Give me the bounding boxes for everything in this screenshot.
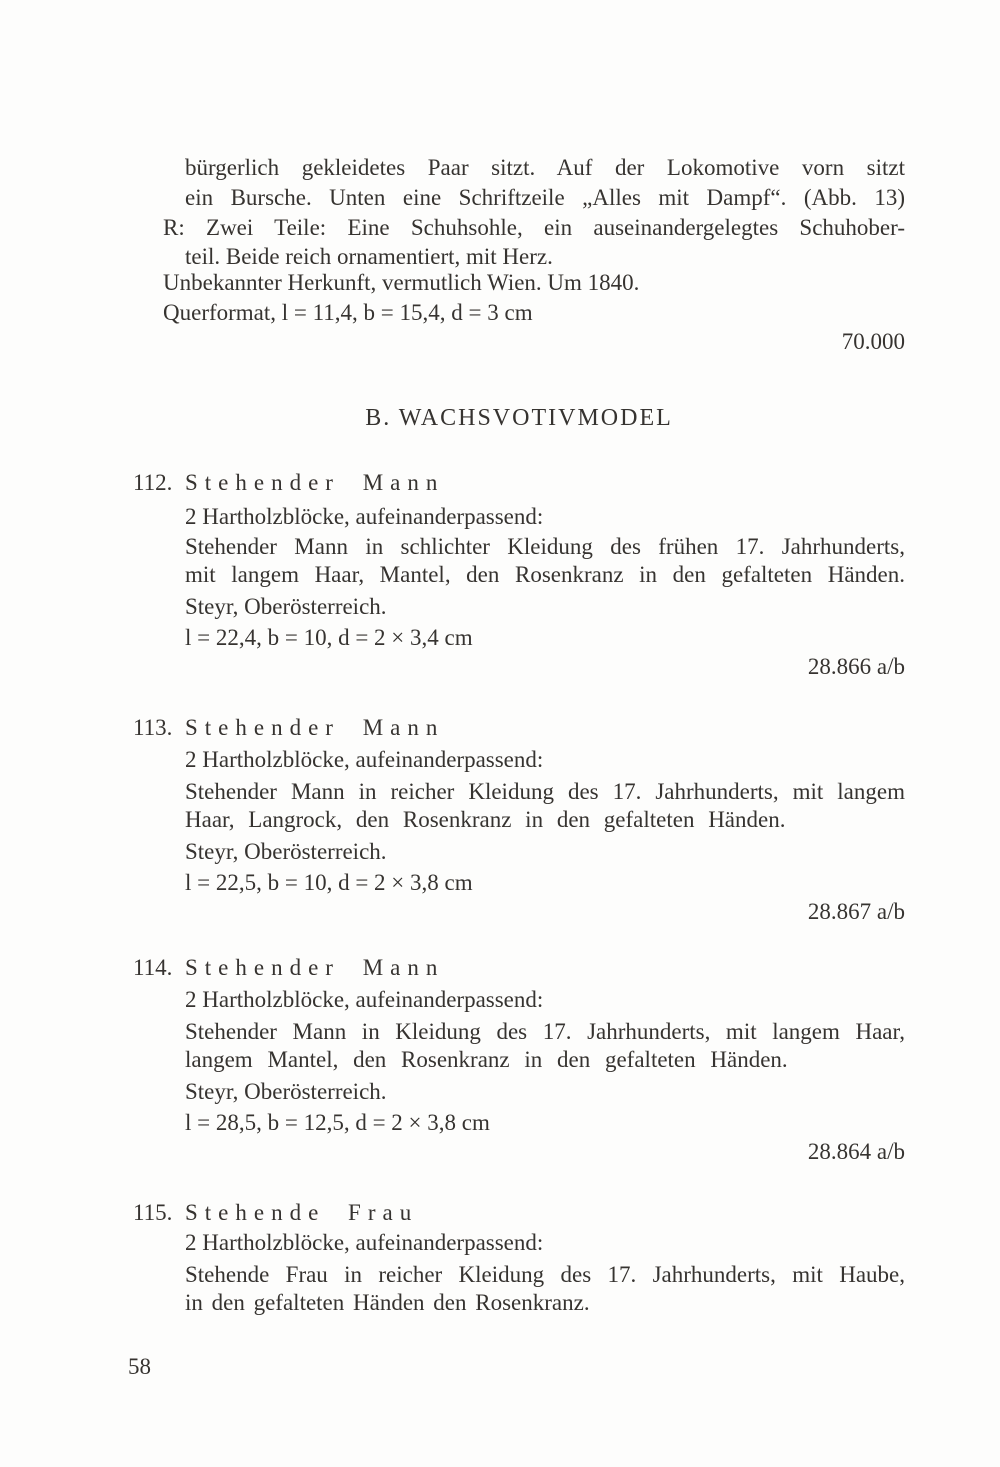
intro-description-line-1: bürgerlich gekleidetes Paar sitzt. Auf der Lokomotive vorn sitzt <box>185 155 905 180</box>
page-number: 58 <box>128 1354 151 1379</box>
entry-location-line: Steyr, Oberösterreich. <box>185 839 387 864</box>
intro-reverse-continuation: teil. Beide reich ornamentiert, mit Herz. <box>185 244 553 269</box>
entry-location-line: Steyr, Oberösterreich. <box>185 594 387 619</box>
entry-description-line-1: Stehender Mann in reicher Kleidung des 17. Jahrhunderts, mit langem <box>185 779 905 804</box>
intro-description-line-2: ein Bursche. Unten eine Schriftzeile „Alles mit Dampf“. (Abb. 13) <box>185 185 905 210</box>
entry-material-line: 2 Hartholzblöcke, aufeinanderpassend: <box>185 747 544 772</box>
entry-title: Stehender Mann <box>185 715 445 740</box>
entry-number: 115. <box>133 1200 173 1225</box>
intro-dimensions-line: Querformat, l = 11,4, b = 15,4, d = 3 cm <box>163 300 533 325</box>
entry-material-line: 2 Hartholzblöcke, aufeinanderpassend: <box>185 1230 544 1255</box>
entry-number: 113. <box>133 715 173 740</box>
entry-113-heading <box>133 713 905 743</box>
entry-114-heading <box>133 953 905 983</box>
entry-location-line: Steyr, Oberösterreich. <box>185 1079 387 1104</box>
entry-description-line-1: Stehende Frau in reicher Kleidung des 17. Jahrhunderts, mit Haube, <box>185 1262 905 1287</box>
section-heading: B. WACHSVOTIVMODEL <box>365 405 673 431</box>
entry-number: 112. <box>133 470 173 495</box>
entry-material-line: 2 Hartholzblöcke, aufeinanderpassend: <box>185 987 544 1012</box>
entry-title: Stehender Mann <box>185 955 445 980</box>
entry-catalog-number: 28.864 a/b <box>807 1139 905 1164</box>
entry-material-line: 2 Hartholzblöcke, aufeinanderpassend: <box>185 504 544 529</box>
entry-description-line-1: Stehender Mann in Kleidung des 17. Jahrhunderts, mit langem Haar, <box>185 1019 905 1044</box>
intro-catalog-number: 70.000 <box>841 329 905 354</box>
entry-number: 114. <box>133 955 173 980</box>
entry-115-heading <box>133 1198 905 1228</box>
entry-catalog-number: 28.866 a/b <box>807 654 905 679</box>
entry-dimensions-line: l = 28,5, b = 12,5, d = 2 × 3,8 cm <box>185 1110 490 1135</box>
entry-dimensions-line: l = 22,5, b = 10, d = 2 × 3,8 cm <box>185 870 473 895</box>
entry-description-line-2: Haar, Langrock, den Rosenkranz in den gefalteten Händen. <box>185 807 786 832</box>
entry-description-line-2: mit langem Haar, Mantel, den Rosenkranz in den gefalteten Händen. <box>185 562 905 587</box>
entry-description-line-2: in den gefalteten Händen den Rosenkranz. <box>185 1290 590 1315</box>
entry-title: Stehende Frau <box>185 1200 419 1225</box>
entry-title: Stehender Mann <box>185 470 445 495</box>
entry-catalog-number: 28.867 a/b <box>807 899 905 924</box>
entry-description-line-1: Stehender Mann in schlichter Kleidung des frühen 17. Jahrhunderts, <box>185 534 905 559</box>
entry-description-line-2: langem Mantel, den Rosenkranz in den gefalteten Händen. <box>185 1047 788 1072</box>
intro-provenance-line: Unbekannter Herkunft, vermutlich Wien. Um 1840. <box>163 270 640 295</box>
intro-reverse-line: R: Zwei Teile: Eine Schuhsohle, ein auseinandergelegtes Schuhober- <box>163 215 905 240</box>
entry-112-heading <box>133 468 905 498</box>
entry-dimensions-line: l = 22,4, b = 10, d = 2 × 3,4 cm <box>185 625 473 650</box>
